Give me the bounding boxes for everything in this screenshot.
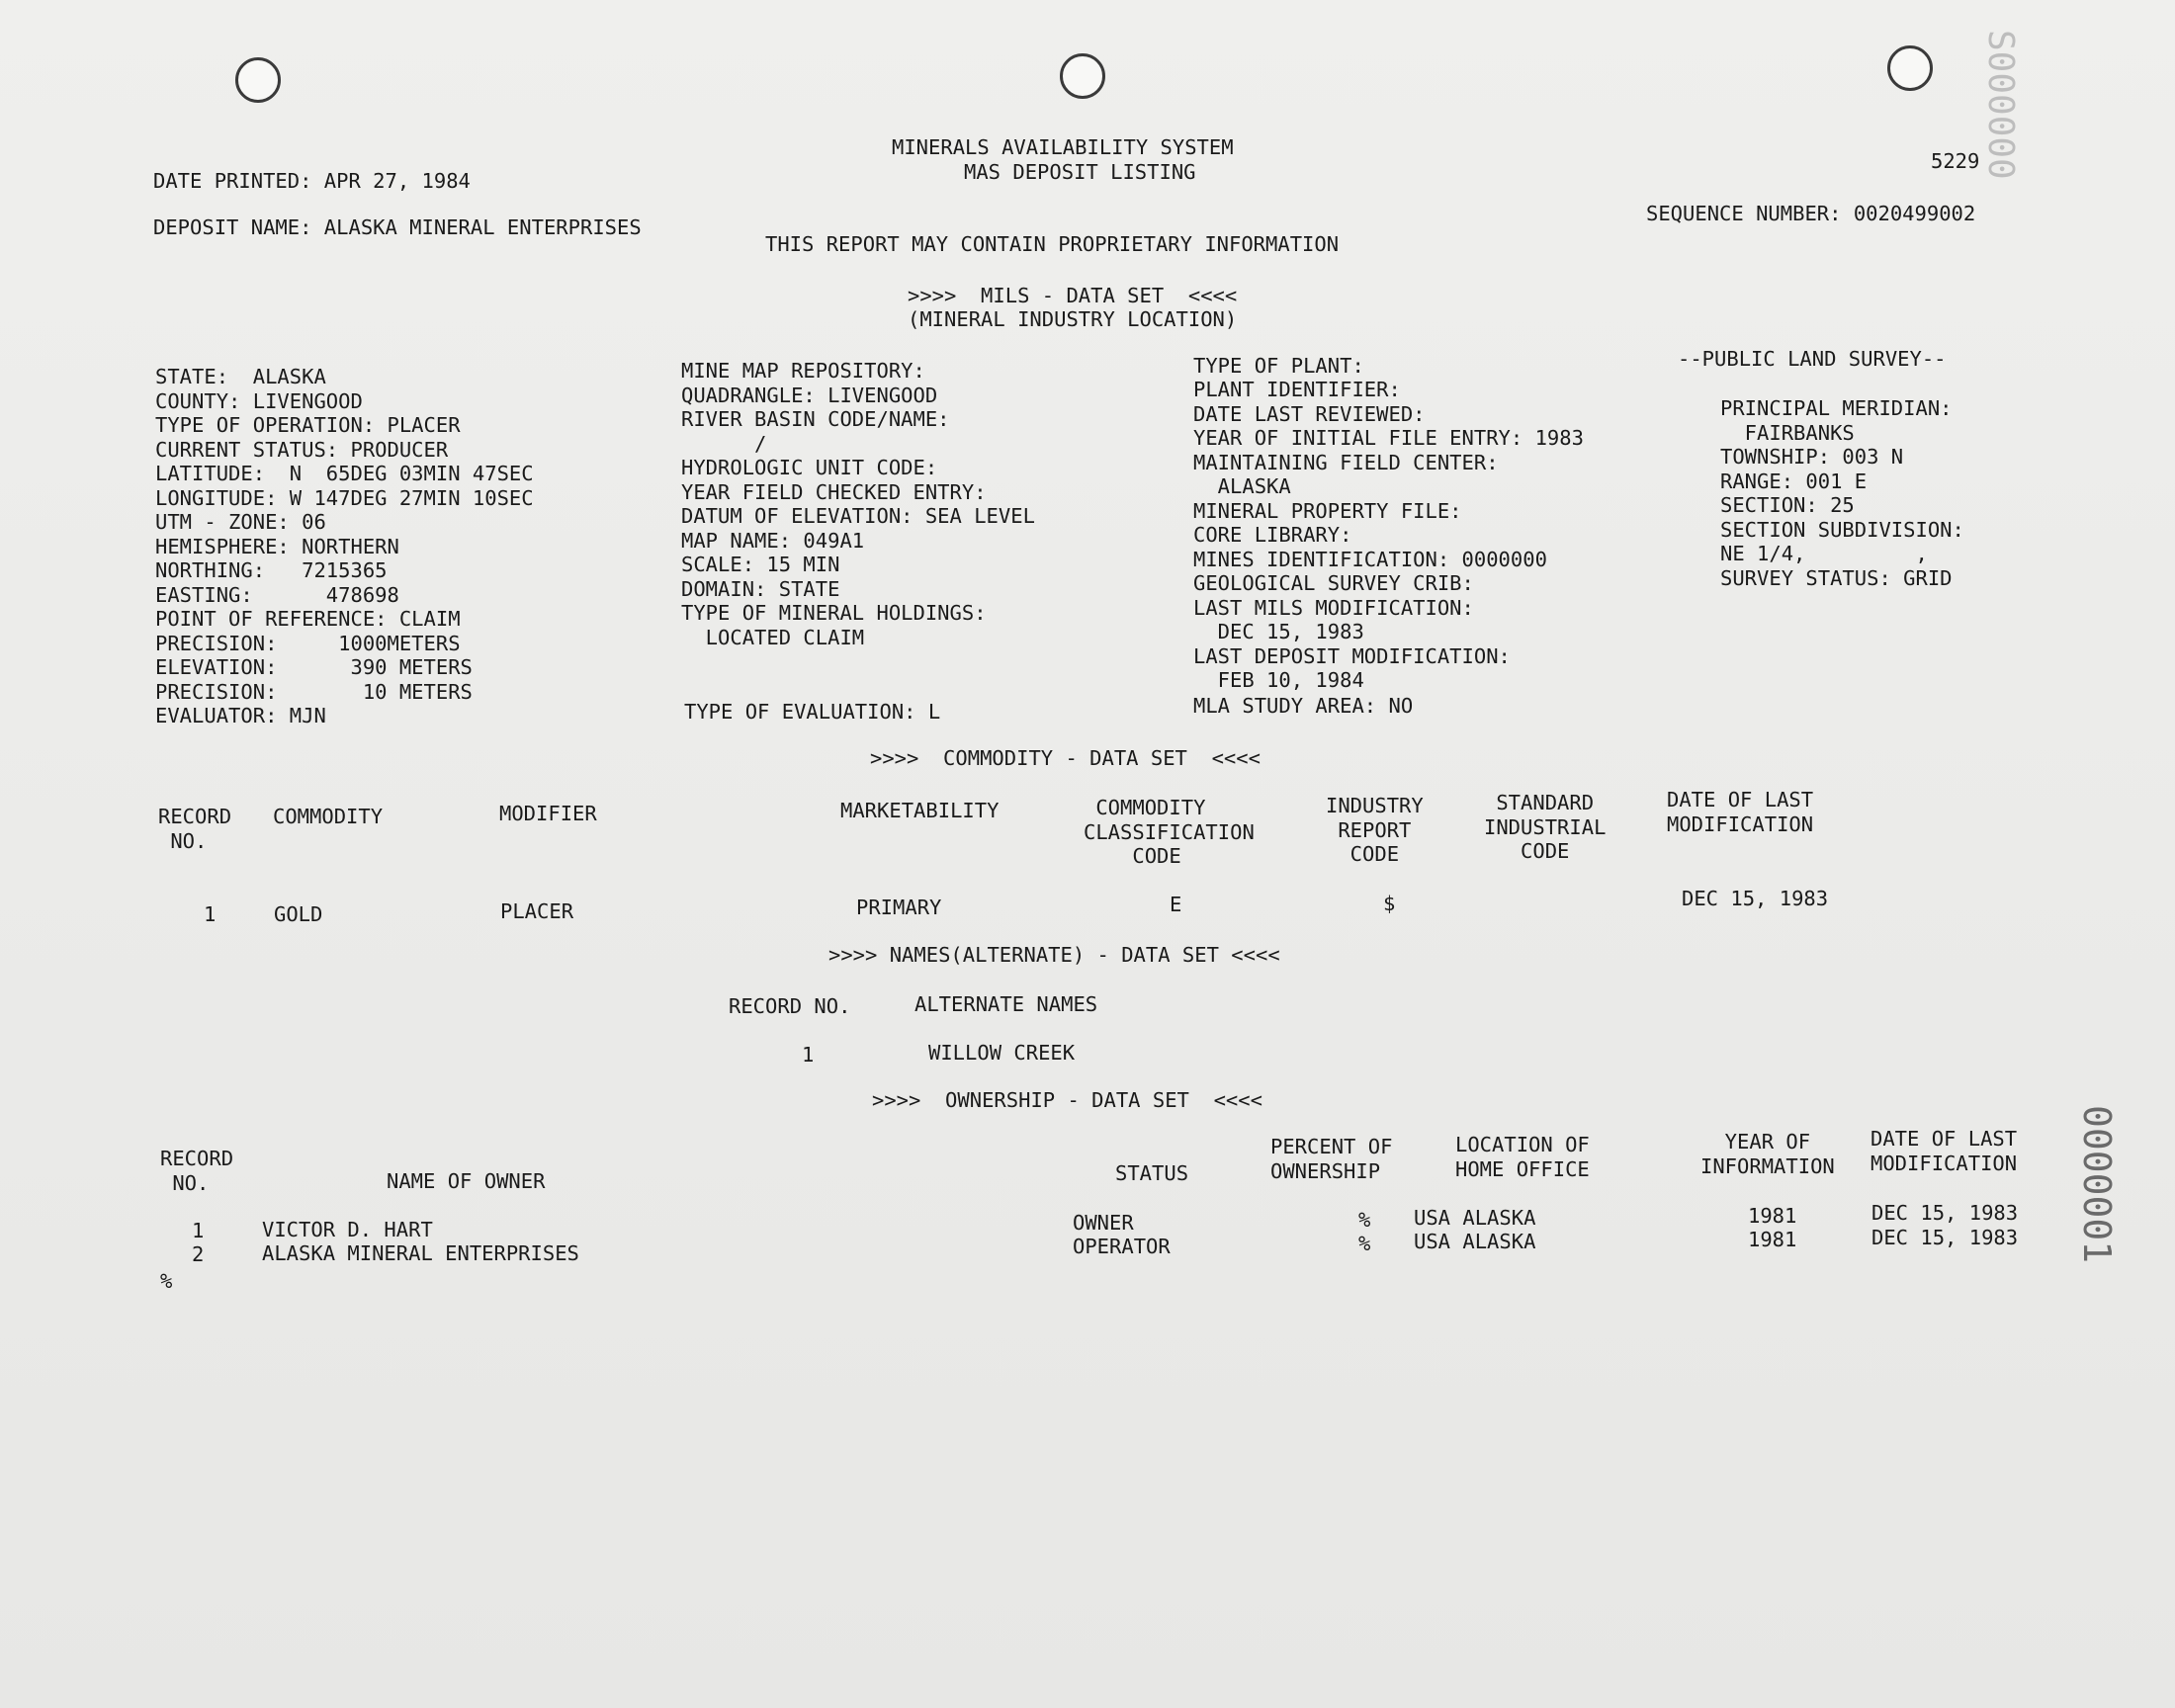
mils-field: DOMAIN: STATE [681, 577, 840, 601]
ownership-cell-owner: ALASKA MINERAL ENTERPRISES [262, 1241, 579, 1265]
names-header-record: RECORD NO. [729, 994, 851, 1018]
date-printed: DATE PRINTED: APR 27, 1984 [153, 169, 471, 193]
names-cell-name: WILLOW CREEK [928, 1041, 1076, 1065]
mils-field: TYPE OF OPERATION: PLACER [155, 413, 461, 437]
ownership-heading: >>>> OWNERSHIP - DATA SET <<<< [872, 1088, 1262, 1112]
proprietary-notice: THIS REPORT MAY CONTAIN PROPRIETARY INFORMATION [765, 232, 1340, 256]
ownership-trailing-mark: % [160, 1269, 173, 1293]
mils-field: MINES IDENTIFICATION: 0000000 [1193, 548, 1547, 571]
mils-field: DATUM OF ELEVATION: SEA LEVEL [681, 504, 1035, 528]
mils-field: FEB 10, 1984 [1193, 668, 1364, 692]
mils-field: EVALUATOR: MJN [155, 704, 326, 727]
ownership-header-date: DATE OF LAST MODIFICATION [1870, 1127, 2018, 1175]
mils-field: LAST DEPOSIT MODIFICATION: [1193, 644, 1511, 668]
mils-field: MINERAL PROPERTY FILE: [1193, 499, 1462, 523]
mils-field: LATITUDE: N 65DEG 03MIN 47SEC [155, 462, 534, 485]
mils-field: LOCATED CLAIM [681, 626, 865, 649]
mils-field: LONGITUDE: W 147DEG 27MIN 10SEC [155, 486, 534, 510]
survey-field: SECTION SUBDIVISION: [1720, 518, 1964, 542]
page-number: 5229 [1931, 149, 1980, 173]
mils-field: SCALE: 15 MIN [681, 553, 840, 576]
mils-field: NORTHING: 7215365 [155, 558, 388, 582]
mils-field: RIVER BASIN CODE/NAME: [681, 407, 950, 431]
stamp-right-margin: 0000001 [2075, 1105, 2119, 1264]
ownership-header-record: RECORD NO. [160, 1147, 234, 1195]
commodity-cell-record: 1 [204, 902, 217, 926]
punch-hole-right [1887, 45, 1933, 91]
mils-field: CORE LIBRARY: [1193, 523, 1352, 547]
mils-field: PLANT IDENTIFIER: [1193, 378, 1401, 401]
mils-field: COUNTY: LIVENGOOD [155, 389, 363, 413]
ownership-cell-year: 1981 [1748, 1204, 1797, 1228]
names-header-names: ALTERNATE NAMES [914, 992, 1098, 1016]
mils-subheading: (MINERAL INDUSTRY LOCATION) [908, 307, 1238, 331]
mils-field: STATE: ALASKA [155, 365, 326, 388]
ownership-cell-date: DEC 15, 1983 [1871, 1226, 2019, 1249]
ownership-cell-location: USA ALASKA [1414, 1230, 1536, 1253]
mils-field: TYPE OF PLANT: [1193, 354, 1364, 378]
commodity-header-marketability: MARKETABILITY [840, 799, 1000, 822]
mils-field: QUADRANGLE: LIVENGOOD [681, 384, 938, 407]
commodity-cell-commodity: GOLD [274, 902, 323, 926]
punch-hole-left [235, 57, 281, 103]
commodity-cell-industry: $ [1383, 892, 1396, 915]
survey-heading: --PUBLIC LAND SURVEY-- [1678, 347, 1947, 371]
ownership-cell-owner: VICTOR D. HART [262, 1218, 433, 1241]
ownership-cell-percent: % [1358, 1208, 1371, 1232]
ownership-header-year: YEAR OF INFORMATION [1700, 1130, 1835, 1178]
commodity-header-industry: INDUSTRY REPORT CODE [1326, 794, 1424, 866]
commodity-heading: >>>> COMMODITY - DATA SET <<<< [870, 746, 1261, 770]
listing-title: MAS DEPOSIT LISTING [964, 160, 1196, 184]
ownership-header-status: STATUS [1115, 1161, 1189, 1185]
commodity-cell-classification: E [1170, 893, 1182, 916]
survey-field: SURVEY STATUS: GRID [1720, 566, 1953, 590]
ownership-cell-location: USA ALASKA [1414, 1206, 1536, 1230]
ownership-cell-status: OWNER [1073, 1211, 1134, 1235]
stamp-top-right: S000000 [1980, 30, 2021, 180]
ownership-header-owner: NAME OF OWNER [387, 1169, 546, 1193]
survey-field: NE 1/4, , [1720, 542, 1928, 565]
commodity-header-commodity: COMMODITY [273, 805, 384, 828]
mils-field: MLA STUDY AREA: NO [1193, 694, 1414, 718]
mils-field: DATE LAST REVIEWED: [1193, 402, 1426, 426]
mils-field: PRECISION: 1000METERS [155, 632, 461, 655]
mils-field: UTM - ZONE: 06 [155, 510, 326, 534]
mils-field: HEMISPHERE: NORTHERN [155, 535, 399, 558]
survey-field: PRINCIPAL MERIDIAN: [1720, 396, 1953, 420]
commodity-cell-date: DEC 15, 1983 [1682, 887, 1829, 910]
mils-field: / [681, 432, 767, 456]
commodity-header-date: DATE OF LAST MODIFICATION [1667, 788, 1814, 836]
mils-field: MINE MAP REPOSITORY: [681, 359, 925, 383]
deposit-name: DEPOSIT NAME: ALASKA MINERAL ENTERPRISES [153, 215, 642, 239]
ownership-header-location: LOCATION OF HOME OFFICE [1455, 1133, 1590, 1181]
mils-field: YEAR OF INITIAL FILE ENTRY: 1983 [1193, 426, 1584, 450]
commodity-header-record: RECORD NO. [158, 805, 232, 853]
names-cell-record: 1 [802, 1043, 815, 1067]
mils-field: ELEVATION: 390 METERS [155, 655, 473, 679]
survey-field: FAIRBANKS [1720, 421, 1855, 445]
mils-field: LAST MILS MODIFICATION: [1193, 596, 1474, 620]
commodity-header-modifier: MODIFIER [499, 802, 597, 825]
mils-field: EASTING: 478698 [155, 583, 399, 607]
survey-field: SECTION: 25 [1720, 493, 1855, 517]
mils-field: HYDROLOGIC UNIT CODE: [681, 456, 938, 479]
ownership-cell-year: 1981 [1748, 1228, 1797, 1251]
commodity-cell-modifier: PLACER [500, 899, 574, 923]
mils-field: YEAR FIELD CHECKED ENTRY: [681, 480, 987, 504]
mils-heading: >>>> MILS - DATA SET <<<< [908, 284, 1238, 307]
survey-field: RANGE: 001 E [1720, 470, 1868, 493]
mils-field: ALASKA [1193, 474, 1291, 498]
mils-field: TYPE OF MINERAL HOLDINGS: [681, 601, 987, 625]
mils-field: GEOLOGICAL SURVEY CRIB: [1193, 571, 1474, 595]
commodity-header-standard: STANDARD INDUSTRIAL CODE [1484, 791, 1607, 863]
mils-field-evaluation: TYPE OF EVALUATION: L [684, 700, 941, 724]
mils-field: CURRENT STATUS: PRODUCER [155, 438, 449, 462]
punch-hole-center [1060, 53, 1105, 99]
mils-field: POINT OF REFERENCE: CLAIM [155, 607, 461, 631]
ownership-cell-record: 1 [192, 1219, 205, 1242]
ownership-cell-status: OPERATOR [1073, 1235, 1171, 1258]
mils-field: PRECISION: 10 METERS [155, 680, 473, 704]
ownership-cell-percent: % [1358, 1232, 1371, 1255]
survey-field: TOWNSHIP: 003 N [1720, 445, 1904, 469]
ownership-cell-record: 2 [192, 1242, 205, 1266]
commodity-cell-marketability: PRIMARY [856, 896, 942, 919]
mils-field: MAP NAME: 049A1 [681, 529, 865, 553]
mils-field: DEC 15, 1983 [1193, 620, 1364, 643]
mils-field: MAINTAINING FIELD CENTER: [1193, 451, 1499, 474]
names-heading: >>>> NAMES(ALTERNATE) - DATA SET <<<< [828, 943, 1280, 967]
sequence-number: SEQUENCE NUMBER: 0020499002 [1646, 202, 1976, 225]
ownership-cell-date: DEC 15, 1983 [1871, 1201, 2019, 1225]
ownership-header-percent: PERCENT OF OWNERSHIP [1270, 1135, 1393, 1183]
system-title: MINERALS AVAILABILITY SYSTEM [892, 135, 1234, 159]
commodity-header-classification: COMMODITY CLASSIFICATION CODE [1084, 796, 1255, 868]
